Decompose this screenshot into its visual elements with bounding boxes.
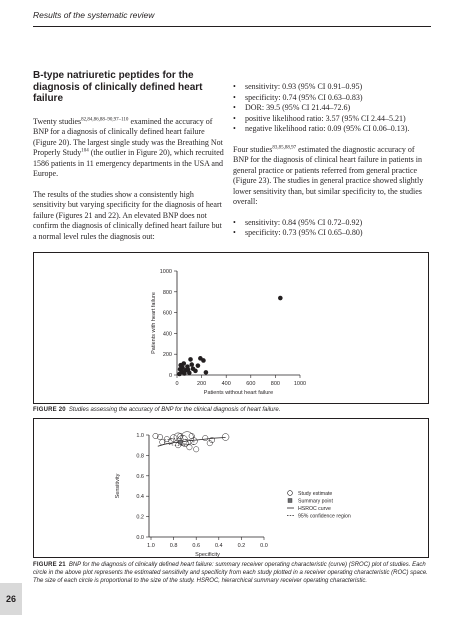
x-tick-label: 600 bbox=[246, 381, 256, 387]
y-tick-label: 1000 bbox=[159, 269, 172, 275]
gp-accuracy-list bbox=[233, 218, 429, 239]
left-column bbox=[33, 70, 225, 252]
y-axis-label: Patients with heart failure bbox=[151, 292, 157, 354]
data-point bbox=[201, 358, 206, 363]
y-axis-label: Sensitivity bbox=[115, 473, 121, 499]
x-tick-label: 0.2 bbox=[237, 543, 246, 549]
section-title: B-type natriuretic peptides for the diagnosis of clinically defined heart failure bbox=[33, 70, 203, 104]
figure-20-label: FIGURE 20 bbox=[33, 407, 66, 413]
y-tick-label: 800 bbox=[162, 289, 172, 296]
legend-study-marker bbox=[288, 491, 293, 496]
list-item: • specificity: 0.73 (95% CI 0.65–0.80) bbox=[233, 228, 429, 239]
figure-20-caption bbox=[33, 406, 429, 414]
y-tick-label: 400 bbox=[162, 331, 172, 338]
data-point bbox=[196, 363, 201, 368]
figure-21-frame bbox=[33, 418, 429, 558]
p1-text-b: examined the accuracy of BNP for a diagnosis of clinically defined heart failure (Figure 20). The largest single study was the Breathing Not Properly Study bbox=[33, 116, 223, 157]
data-point bbox=[177, 372, 182, 377]
y-tick-label: 1.0 bbox=[136, 433, 144, 439]
x-tick-label: 200 bbox=[197, 381, 207, 387]
p3-citation: 83,85,88,97 bbox=[272, 144, 297, 150]
study-estimate bbox=[189, 433, 194, 438]
x-tick-label: 1.0 bbox=[147, 543, 155, 549]
y-tick-label: 0 bbox=[168, 373, 172, 379]
data-point bbox=[182, 371, 187, 376]
legend-label: 95% confidence region bbox=[298, 513, 351, 520]
paragraph-2: The results of the studies show a consistently high sensitivity but varying specificity for the diagnosis of heart failure (Figures 21 and 22). An elevated BNP does not confirm the diagnosis of clinically defined heart failure but a normal level rules the diagnosis out: bbox=[33, 189, 222, 241]
list-item: • sensitivity: 0.84 (95% CI 0.72–0.92) bbox=[233, 218, 429, 229]
x-tick-label: 800 bbox=[270, 381, 280, 387]
p3-text-a: Four studies bbox=[233, 144, 273, 154]
x-tick-label: 0.0 bbox=[260, 543, 268, 549]
x-axis-label: Patients without heart failure bbox=[203, 390, 274, 396]
data-point bbox=[189, 362, 194, 367]
p3-text-b: estimated the diagnostic accuracy of BNP for the diagnosis of clinical heart failure in patients in general practice or patients referred from general practice (Figure 23). The studies in general practice showed slightly lower sensitivity than, but similar specificity to, the studies overall: bbox=[233, 144, 424, 206]
summary-point bbox=[178, 440, 182, 444]
list-item: • sensitivity: 0.93 (95% CI 0.91–0.95) bbox=[233, 82, 429, 93]
list-item: • negative likelihood ratio: 0.09 (95% CI 0.06–0.13). bbox=[233, 124, 429, 135]
legend-label: Summary point bbox=[298, 498, 333, 505]
figure-20-scatter bbox=[34, 253, 428, 403]
data-point bbox=[278, 296, 283, 301]
accuracy-list bbox=[233, 82, 429, 135]
paragraph-1 bbox=[33, 117, 225, 180]
legend-label: HSROC curve bbox=[298, 506, 331, 512]
paragraph-3 bbox=[233, 145, 429, 208]
data-point bbox=[188, 357, 193, 362]
legend-summary-marker bbox=[288, 499, 292, 503]
y-tick-label: 0.6 bbox=[136, 473, 144, 480]
y-tick-label: 0.4 bbox=[136, 494, 144, 501]
figure-21-caption-text: BNP for the diagnosis of clinically defined heart failure: summary receiver operating characteristic (curve) (SROC) plot of studies. Each circle in the above plot represents the estimated sensitivity and specificity from each study plotted in a receiver operating characteristic (ROC) space. The size of each circle is proportional to the size of the study. HSROC, hierarchical summary receiver operating characteristic. bbox=[33, 562, 428, 584]
figure-20-frame bbox=[33, 252, 429, 404]
p1-text-a: Twenty studies bbox=[33, 116, 82, 126]
x-tick-label: 0.8 bbox=[169, 543, 178, 549]
figure-21-sroc bbox=[34, 419, 428, 557]
figure-21-caption bbox=[33, 561, 429, 585]
study-estimate bbox=[203, 435, 208, 440]
x-axis-label: Specificity bbox=[195, 552, 220, 557]
study-estimate bbox=[194, 447, 199, 452]
study-estimate bbox=[187, 445, 192, 450]
y-tick-label: 0.0 bbox=[136, 535, 144, 541]
legend-label: Study estimate bbox=[298, 491, 333, 497]
x-tick-label: 0 bbox=[175, 381, 179, 387]
header-rule bbox=[33, 26, 431, 27]
list-item: • positive likelihood ratio: 3.57 (95% CI 2.44–5.21) bbox=[233, 114, 429, 125]
data-point bbox=[180, 365, 185, 370]
p1-text-c: (the outlier in Figure 20), which recruited 1586 patients in 11 emergency departments in the USA and Europe. bbox=[33, 148, 224, 178]
page-number: 26 bbox=[0, 583, 22, 615]
right-column bbox=[233, 82, 429, 249]
x-tick-label: 400 bbox=[221, 381, 231, 387]
x-tick-label: 0.6 bbox=[192, 543, 201, 549]
y-tick-label: 600 bbox=[162, 310, 172, 317]
p1-citation: 82,84,86,88–90,97–110 bbox=[81, 116, 129, 122]
data-point bbox=[204, 370, 209, 375]
y-tick-label: 0.8 bbox=[136, 453, 144, 460]
list-item: • DOR: 39.5 (95% CI 21.44–72.6) bbox=[233, 103, 429, 114]
y-tick-label: 0.2 bbox=[136, 514, 144, 521]
y-tick-label: 200 bbox=[162, 352, 172, 359]
study-estimate bbox=[222, 434, 229, 441]
x-tick-label: 0.4 bbox=[214, 543, 223, 549]
p1-citation-2: 104 bbox=[81, 148, 89, 154]
figure-21-label: FIGURE 21 bbox=[33, 562, 66, 568]
data-point bbox=[186, 368, 191, 373]
list-item: • specificity: 0.74 (95% CI 0.63–0.83) bbox=[233, 93, 429, 104]
data-point bbox=[193, 369, 198, 374]
running-header: Results of the systematic review bbox=[33, 10, 155, 20]
x-tick-label: 1000 bbox=[293, 381, 307, 387]
figure-20-caption-text: Studies assessing the accuracy of BNP for the clinical diagnosis of heart failure. bbox=[68, 407, 281, 413]
